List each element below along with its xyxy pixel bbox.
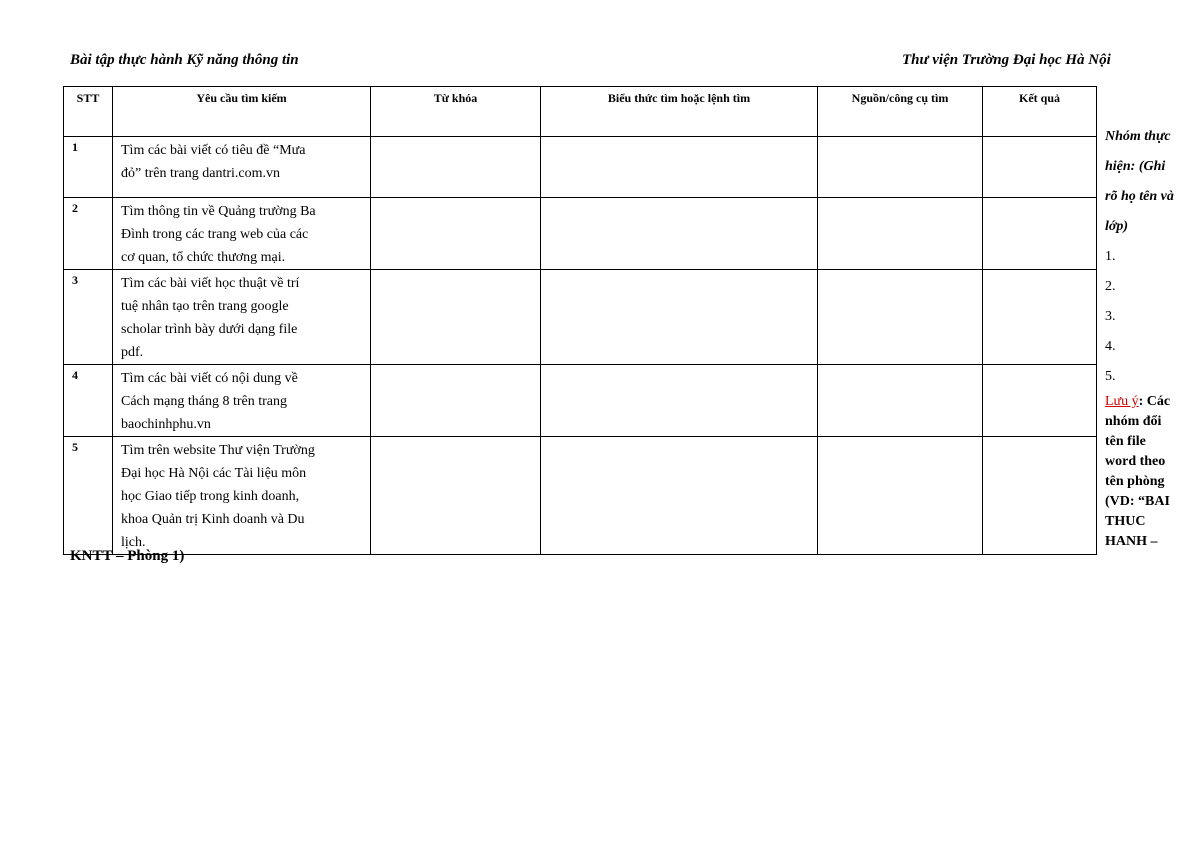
note-line: tên file <box>1105 434 1146 449</box>
header-right-title: Thư viện Trường Đại học Hà Nội <box>902 52 1111 68</box>
table-row <box>64 137 1097 198</box>
request-line: lịch. <box>121 535 146 550</box>
column-header-expression: Biểu thức tìm hoặc lệnh tìm <box>541 87 818 137</box>
keyword-cell[interactable] <box>371 137 541 198</box>
expression-cell[interactable] <box>541 365 818 437</box>
request-line: scholar trình bày dưới dạng file <box>121 322 298 337</box>
request-line: Đình trong các trang web của các <box>121 227 309 242</box>
result-cell[interactable] <box>983 270 1097 365</box>
member-number: 2. <box>1105 279 1116 294</box>
column-header-keyword: Từ khóa <box>371 87 541 137</box>
group-label-line: lớp) <box>1105 219 1129 234</box>
column-header-request: Yêu cầu tìm kiếm <box>113 87 371 137</box>
request-line: Tìm các bài viết có nội dung về <box>121 371 298 386</box>
expression-cell[interactable] <box>541 137 818 198</box>
result-cell[interactable] <box>983 437 1097 555</box>
request-cell <box>113 137 371 198</box>
source-cell[interactable] <box>818 270 983 365</box>
source-cell[interactable] <box>818 137 983 198</box>
request-line: khoa Quản trị Kinh doanh và Du <box>121 512 305 527</box>
keyword-cell[interactable] <box>371 365 541 437</box>
row-number: 5 <box>64 437 113 555</box>
request-line: pdf. <box>121 345 144 360</box>
column-header-source: Nguồn/công cụ tìm <box>818 87 983 137</box>
row-number: 2 <box>64 198 113 270</box>
request-line: Tìm trên website Thư viện Trường <box>121 443 315 458</box>
note-line: (VD: “BAI <box>1105 494 1170 509</box>
request-line: cơ quan, tổ chức thương mại. <box>121 250 286 265</box>
request-line: tuệ nhân tạo trên trang google <box>121 299 289 314</box>
request-line: Cách mạng tháng 8 trên trang <box>121 394 288 409</box>
column-header-result: Kết quả <box>983 87 1097 137</box>
header-left-title: Bài tập thực hành Kỹ năng thông tin <box>70 52 299 68</box>
note-line: nhóm đổi <box>1105 414 1162 429</box>
row-number: 4 <box>64 365 113 437</box>
keyword-cell[interactable] <box>371 198 541 270</box>
search-exercise-table <box>63 86 1097 555</box>
keyword-cell[interactable] <box>371 270 541 365</box>
expression-cell[interactable] <box>541 437 818 555</box>
request-cell <box>113 198 371 270</box>
table-row <box>64 198 1097 270</box>
table-row <box>64 365 1097 437</box>
expression-cell[interactable] <box>541 198 818 270</box>
request-line: Tìm thông tin về Quảng trường Ba <box>121 204 316 219</box>
keyword-cell[interactable] <box>371 437 541 555</box>
request-cell <box>113 365 371 437</box>
member-number: 5. <box>1105 369 1116 384</box>
request-line: Đại học Hà Nội các Tài liệu môn <box>121 466 307 481</box>
request-line: Tìm các bài viết học thuật về trí <box>121 276 300 291</box>
result-cell[interactable] <box>983 137 1097 198</box>
member-number: 1. <box>1105 249 1116 264</box>
group-label-line: Nhóm thực <box>1105 129 1171 144</box>
table-row <box>64 270 1097 365</box>
column-header-stt: STT <box>64 87 113 137</box>
group-label-line: rõ họ tên và <box>1105 189 1174 204</box>
note-text: : Các <box>1138 394 1171 409</box>
expression-cell[interactable] <box>541 270 818 365</box>
note-line: HANH – <box>1105 534 1158 549</box>
member-number: 3. <box>1105 309 1116 324</box>
request-line: Tìm các bài viết có tiêu đề “Mưa <box>121 143 306 158</box>
request-line: đỏ” trên trang dantri.com.vn <box>121 166 281 181</box>
result-cell[interactable] <box>983 198 1097 270</box>
request-cell <box>113 437 371 555</box>
group-info-panel <box>1105 122 1200 552</box>
row-number: 3 <box>64 270 113 365</box>
note-line: tên phòng <box>1105 474 1165 489</box>
note-label: Lưu ý <box>1105 394 1139 409</box>
source-cell[interactable] <box>818 198 983 270</box>
table-row <box>64 437 1097 555</box>
table-header-row <box>64 87 1097 137</box>
source-cell[interactable] <box>818 365 983 437</box>
note-line <box>1105 392 1200 412</box>
request-line: học Giao tiếp trong kinh doanh, <box>121 489 300 504</box>
row-number: 1 <box>64 137 113 198</box>
request-line: baochinhphu.vn <box>121 417 211 432</box>
note-line: THUC <box>1105 514 1146 529</box>
note-continuation: KNTT – Phòng 1) <box>70 548 185 564</box>
group-label-line: hiện: (Ghi <box>1105 159 1166 174</box>
request-cell <box>113 270 371 365</box>
member-number: 4. <box>1105 339 1116 354</box>
result-cell[interactable] <box>983 365 1097 437</box>
source-cell[interactable] <box>818 437 983 555</box>
note-line: word theo <box>1105 454 1166 469</box>
